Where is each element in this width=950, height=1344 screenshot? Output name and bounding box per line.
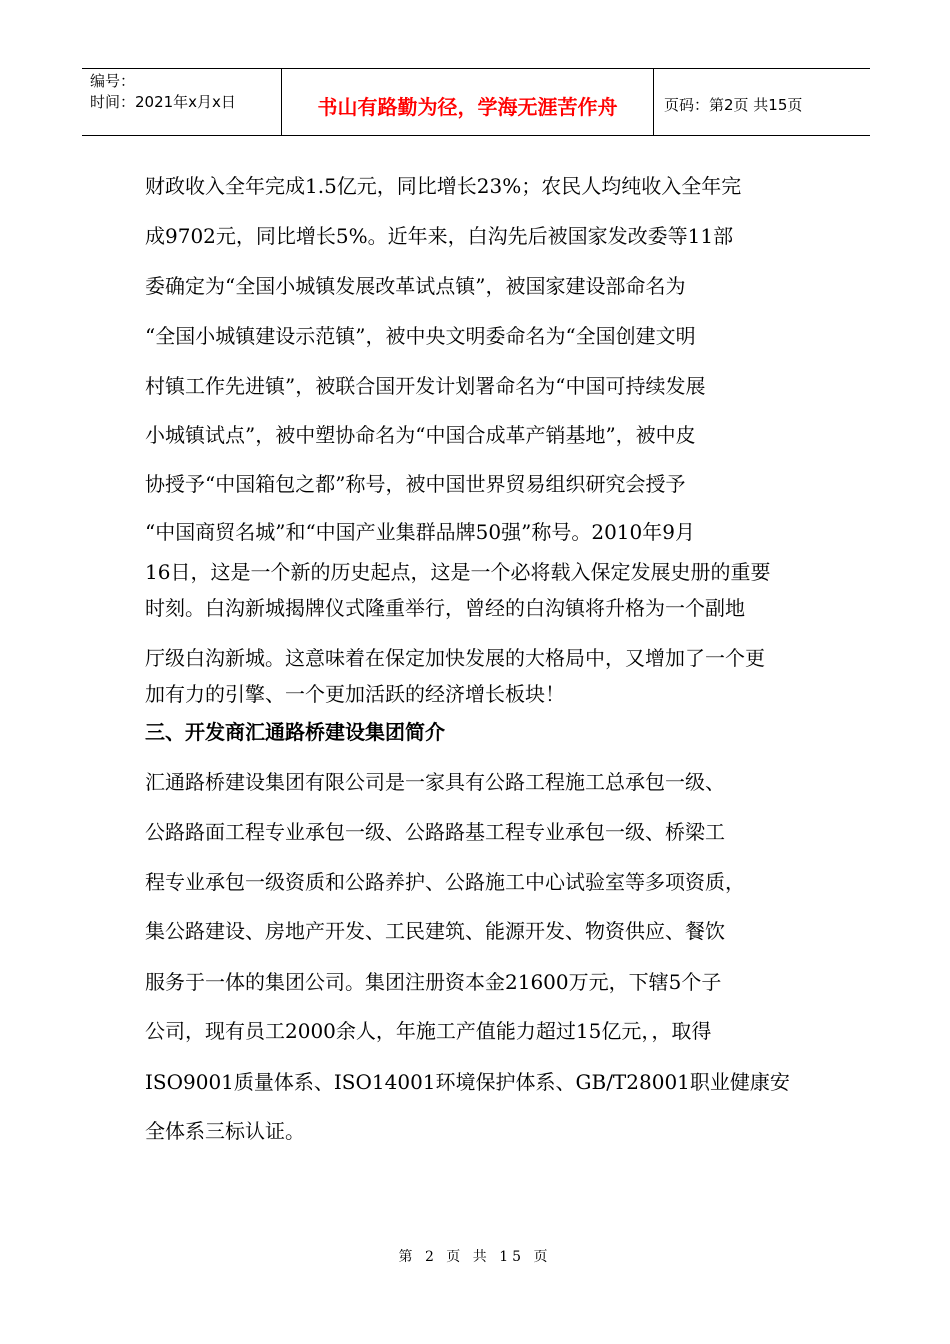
document-number-label: 编号： (90, 72, 136, 90)
page-header (82, 68, 870, 136)
paragraph-line: 时刻。白沟新城揭牌仪式隆重举行，曾经的白沟镇将升格为一个副地 (145, 596, 745, 620)
header-page-info: 页码：第2页 共15页 (664, 95, 803, 114)
paragraph-line: 程专业承包一级资质和公路养护、公路施工中心试验室等多项资质， (145, 870, 745, 894)
paragraph-line: 全体系三标认证。 (145, 1119, 305, 1143)
page-footer: 第 2 页 共 15 页 (398, 1249, 552, 1265)
paragraph-line: 服务于一体的集团公司。集团注册资本金21600万元，下辖5个子 (145, 970, 722, 994)
paragraph-line: 协授予“中国箱包之都”称号，被中国世界贸易组织研究会授予 (145, 472, 686, 496)
paragraph-line: “全国小城镇建设示范镇”，被中央文明委命名为“全国创建文明 (145, 324, 696, 348)
paragraph-line: 厅级白沟新城。这意味着在保定加快发展的大格局中，又增加了一个更 (145, 646, 765, 670)
paragraph-line: “中国商贸名城”和“中国产业集群品牌50强”称号。2010年9月 (145, 520, 695, 544)
paragraph-line: ISO9001质量体系、ISO14001环境保护体系、GB/T28001职业健康安 (145, 1070, 790, 1094)
paragraph-line: 16日，这是一个新的历史起点，这是一个必将载入保定发展史册的重要 (145, 560, 771, 584)
paragraph-line: 委确定为“全国小城镇发展改革试点镇”，被国家建设部命名为 (145, 274, 686, 298)
paragraph-line: 成9702元，同比增长5%。近年来，白沟先后被国家发改委等11部 (145, 224, 734, 248)
paragraph-line: 小城镇试点”，被中塑协命名为“中国合成革产销基地”，被中皮 (145, 423, 696, 447)
paragraph-line: 财政收入全年完成1.5亿元，同比增长23%；农民人均纯收入全年完 (145, 174, 742, 198)
paragraph-line: 公路路面工程专业承包一级、公路路基工程专业承包一级、桥梁工 (145, 820, 725, 844)
header-motto: 书山有路勤为径，学海无涯苦作舟 (282, 69, 654, 135)
paragraph-line: 集公路建设、房地产开发、工民建筑、能源开发、物资供应、餐饮 (145, 919, 725, 943)
paragraph-line: 公司，现有员工2000余人，年施工产值能力超过15亿元，，取得 (145, 1019, 712, 1043)
paragraph-line: 村镇工作先进镇”，被联合国开发计划署命名为“中国可持续发展 (145, 374, 706, 398)
header-meta (82, 69, 282, 135)
document-time-label: 时间：2021年x月x日 (90, 93, 236, 111)
paragraph-line: 加有力的引擎、一个更加活跃的经济增长板块！ (145, 682, 565, 706)
paragraph-line: 汇通路桥建设集团有限公司是一家具有公路工程施工总承包一级、 (145, 770, 725, 794)
section-heading: 三、开发商汇通路桥建设集团简介 (145, 720, 445, 744)
